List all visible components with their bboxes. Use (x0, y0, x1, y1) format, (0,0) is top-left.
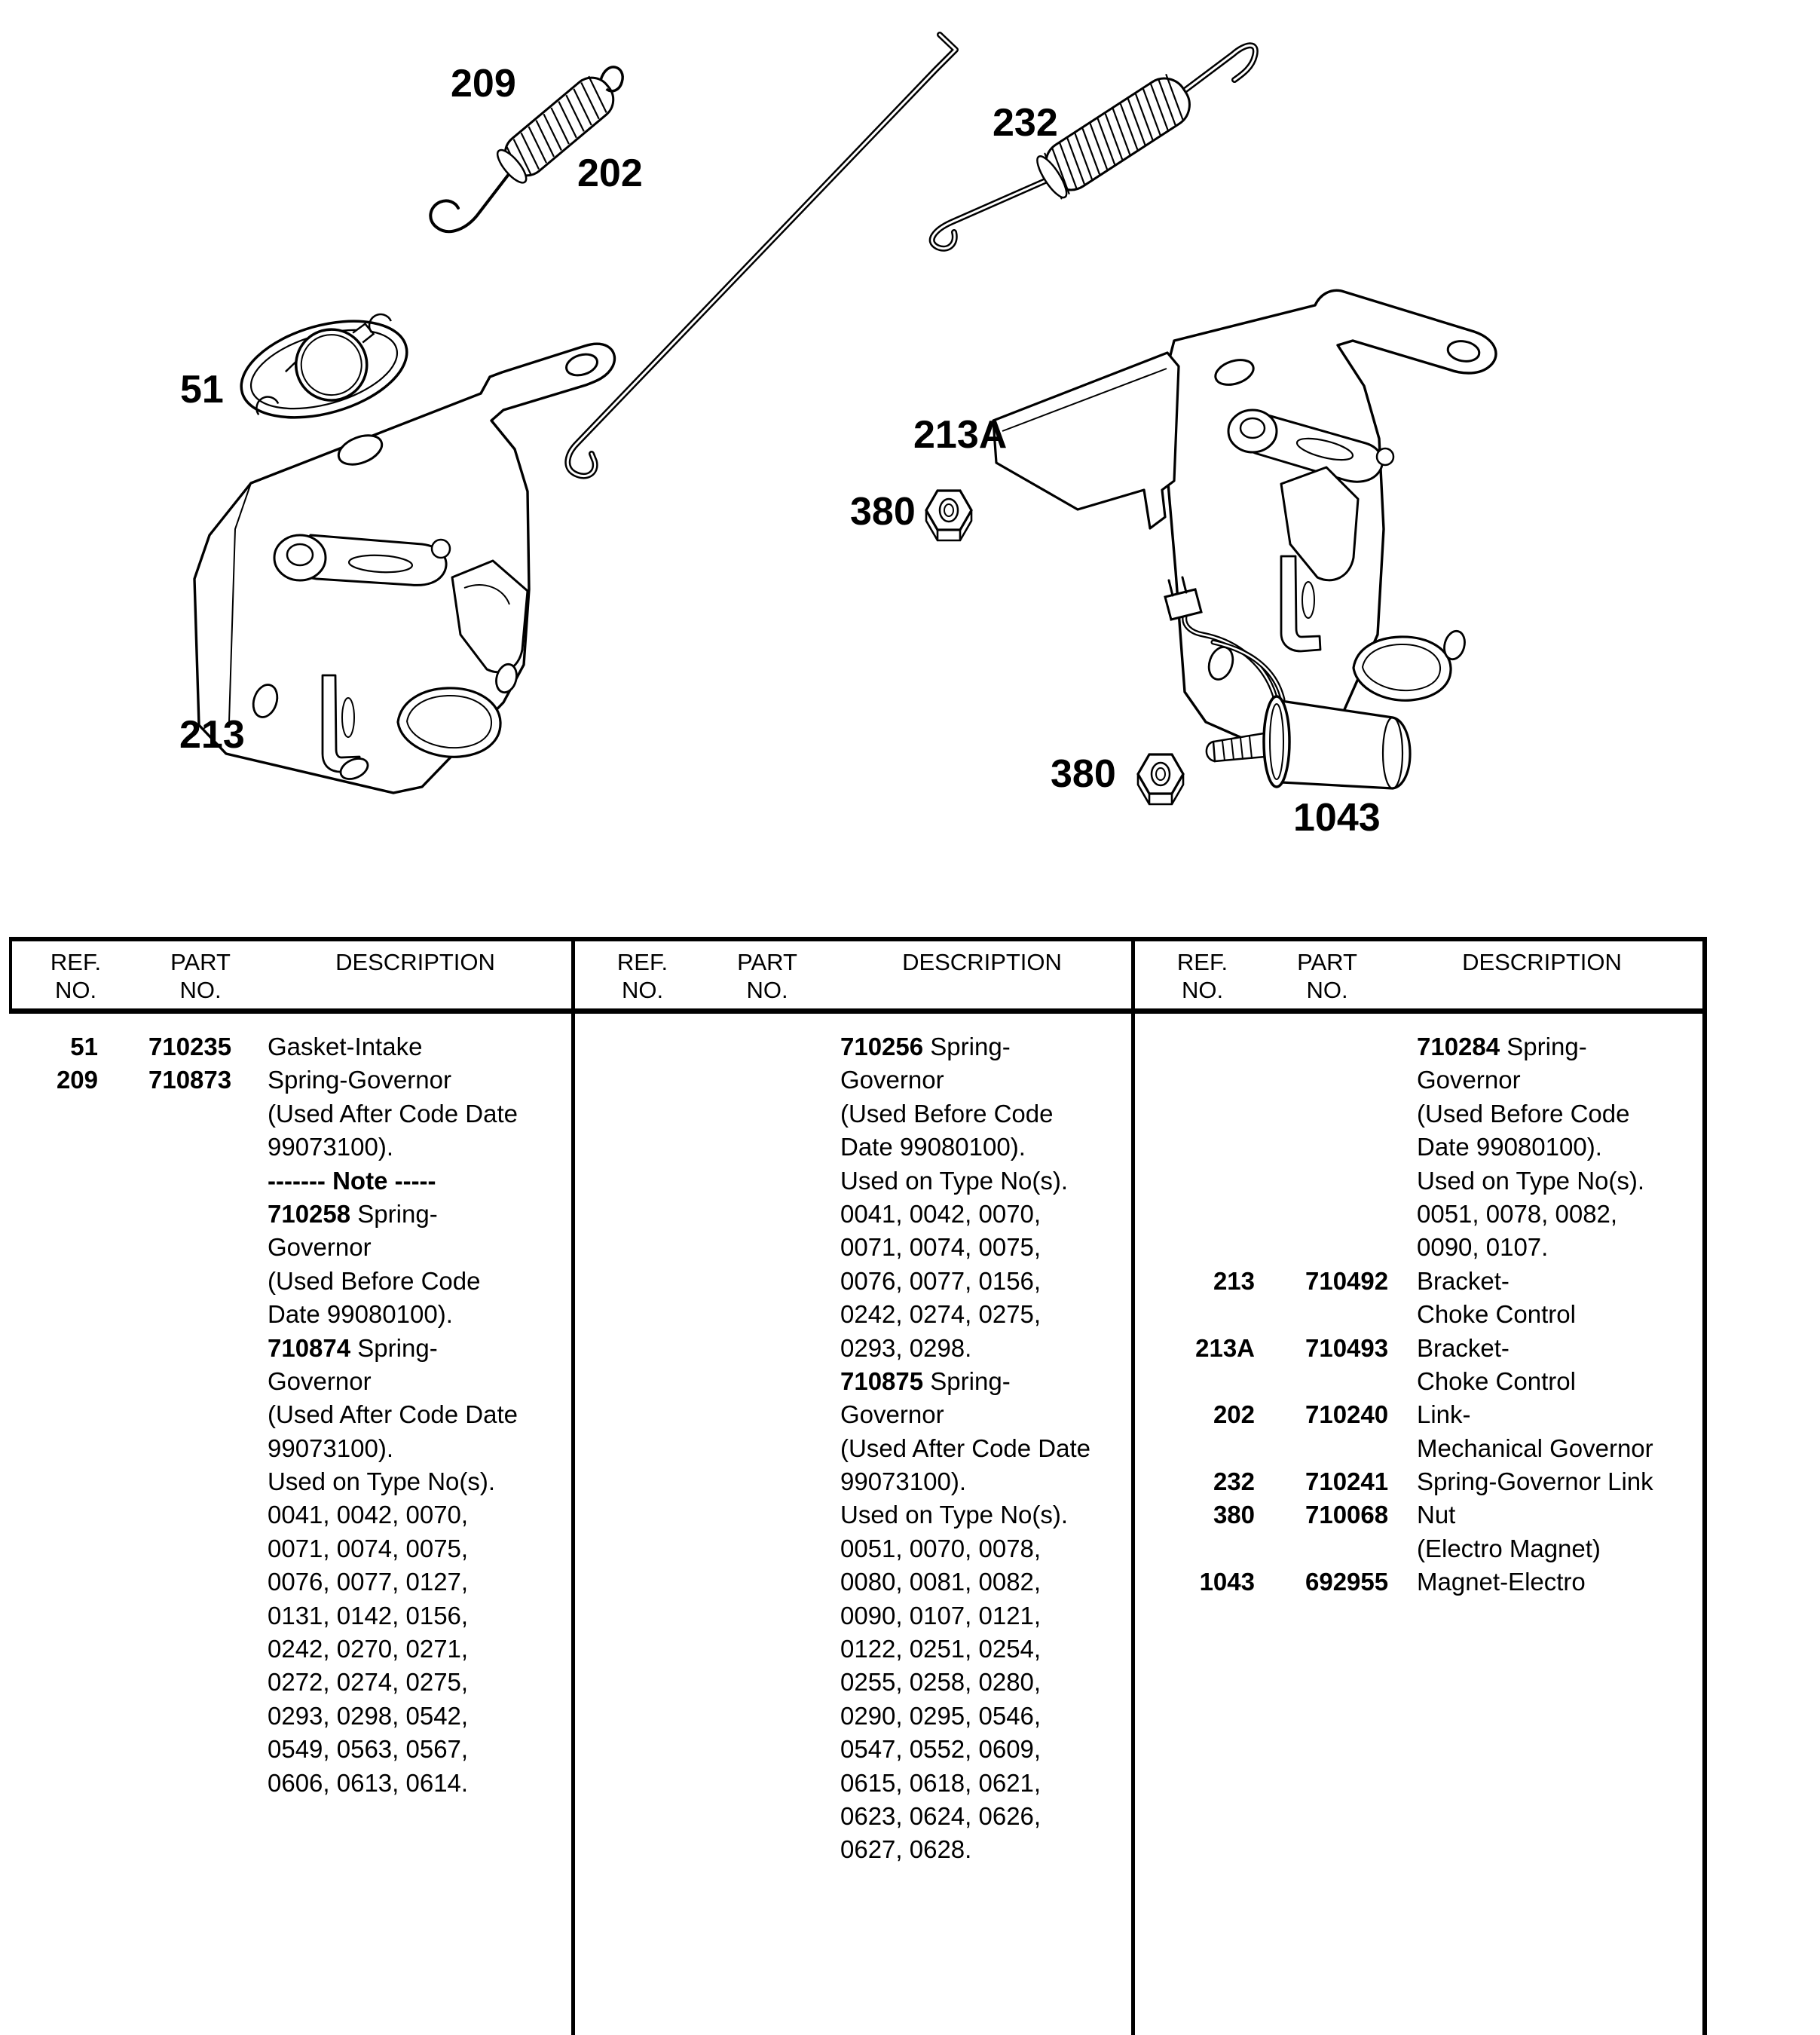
description-cell: 0255, 0258, 0280, (840, 1668, 1042, 1697)
table-line (576, 1164, 1131, 1198)
description-cell: 0242, 0274, 0275, (840, 1300, 1042, 1329)
description-cell: Used on Type No(s). (1417, 1166, 1645, 1195)
nut-380-upper-part (926, 491, 971, 540)
part-label-213: 213 (179, 713, 245, 757)
table-line (1136, 1498, 1702, 1532)
description-cell: 710258 Spring- (268, 1199, 438, 1228)
description-cell: 0080, 0081, 0082, (840, 1568, 1042, 1596)
table-right-border (1702, 937, 1707, 2035)
table-line (9, 1198, 571, 1231)
table-line (1136, 1097, 1702, 1131)
table-line (576, 1767, 1131, 1800)
table-line (9, 1030, 571, 1063)
description-cell: Governor (840, 1400, 944, 1429)
table-line (1136, 1231, 1702, 1264)
table-line (1136, 1365, 1702, 1398)
description-cell: Spring-Governor (268, 1066, 451, 1094)
description-cell: ------- Note ----- (268, 1166, 436, 1195)
description-cell: 0041, 0042, 0070, (268, 1501, 469, 1529)
part-no-cell: 710241 (1305, 1467, 1389, 1496)
table-line (9, 1164, 571, 1198)
description-cell: 0051, 0070, 0078, (840, 1534, 1042, 1562)
table-line (9, 1398, 571, 1431)
table-line (576, 1231, 1131, 1264)
table-line (576, 1131, 1131, 1164)
description-cell: 99073100). (840, 1467, 966, 1496)
description-cell: Date 99080100). (268, 1300, 453, 1329)
ref-no-cell: 232 (1213, 1467, 1255, 1496)
description-cell: Mechanical Governor (1417, 1434, 1653, 1462)
table-line (9, 1332, 571, 1365)
description-cell: Nut (1417, 1501, 1456, 1529)
description-cell: 99073100). (268, 1434, 393, 1462)
description-cell: 0131, 0142, 0156, (268, 1601, 469, 1630)
table-line (1136, 1532, 1702, 1565)
table-line (576, 1733, 1131, 1766)
nut-380-lower-part (1138, 754, 1183, 804)
ref-no-cell: 380 (1213, 1501, 1255, 1529)
table-line (1136, 1565, 1702, 1599)
table-line (9, 1599, 571, 1633)
header-ref: REF. NO. (50, 949, 102, 1003)
description-cell: 710874 Spring- (268, 1333, 438, 1362)
bracket-213A-part (993, 290, 1496, 761)
header-part: PART NO. (170, 949, 231, 1003)
header-part: PART NO. (1297, 949, 1357, 1003)
table-line (576, 1800, 1131, 1833)
parts-diagram (0, 0, 1820, 937)
table-line (9, 1365, 571, 1398)
part-label-202: 202 (577, 151, 643, 195)
table-line (9, 1733, 571, 1766)
table-line (576, 1265, 1131, 1298)
description-cell: (Used Before Code (268, 1266, 481, 1295)
description-cell: 0623, 0624, 0626, (840, 1801, 1042, 1830)
table-line (1136, 1198, 1702, 1231)
part-label-209: 209 (451, 62, 516, 106)
part-no-cell: 710068 (1305, 1501, 1389, 1529)
part-no-cell: 710235 (148, 1033, 232, 1060)
description-cell: 0090, 0107, 0121, (840, 1601, 1042, 1630)
description-cell: Governor (268, 1233, 372, 1262)
description-cell: 0293, 0298, 0542, (268, 1701, 469, 1730)
table-column-2 (576, 949, 1131, 1867)
description-cell: 0076, 0077, 0156, (840, 1266, 1042, 1295)
description-cell: Governor (840, 1066, 944, 1094)
spring-232-part (932, 45, 1256, 249)
description-cell: Date 99080100). (840, 1133, 1026, 1161)
table-line (9, 1700, 571, 1733)
part-no-cell: 710492 (1305, 1266, 1389, 1295)
description-cell: 0122, 0251, 0254, (840, 1635, 1042, 1663)
description-cell: 0290, 0295, 0546, (840, 1701, 1042, 1730)
table-line (9, 1565, 571, 1599)
description-cell: Used on Type No(s). (268, 1467, 496, 1496)
description-cell: 0606, 0613, 0614. (268, 1768, 469, 1797)
table-column-header (9, 946, 571, 1025)
table-line (576, 1097, 1131, 1131)
table-line (576, 1565, 1131, 1599)
table-line (1136, 1131, 1702, 1164)
ref-no-cell: 51 (70, 1033, 98, 1060)
table-line (576, 1666, 1131, 1699)
table-line (576, 1198, 1131, 1231)
ref-no-cell: 209 (56, 1066, 98, 1094)
part-no-cell: 710493 (1305, 1333, 1389, 1362)
table-line (576, 1599, 1131, 1633)
table-line (1136, 1063, 1702, 1097)
table-line (9, 1633, 571, 1666)
header-desc: DESCRIPTION (902, 949, 1062, 975)
description-cell: 99073100). (268, 1133, 393, 1161)
ref-no-cell: 213 (1213, 1266, 1255, 1295)
table-line (576, 1365, 1131, 1398)
description-cell: 710256 Spring- (840, 1033, 1011, 1060)
table-line (576, 1833, 1131, 1866)
table-column-1 (9, 949, 571, 1800)
part-label-1043: 1043 (1293, 796, 1381, 840)
gasket-51-part (230, 304, 418, 435)
table-line (1136, 1030, 1702, 1063)
header-desc: DESCRIPTION (335, 949, 495, 975)
table-column-3 (1136, 949, 1702, 1599)
description-cell: Used on Type No(s). (840, 1166, 1069, 1195)
table-line (1136, 1298, 1702, 1331)
link-202-part (567, 35, 956, 476)
description-cell: Spring-Governor Link (1417, 1467, 1653, 1496)
description-cell: 0547, 0552, 0609, (840, 1735, 1042, 1764)
table-line (1136, 1265, 1702, 1298)
table-column-header (576, 946, 1131, 1025)
ref-no-cell: 202 (1213, 1400, 1255, 1429)
part-label-51: 51 (180, 368, 224, 412)
table-line (9, 1666, 571, 1699)
part-no-cell: 692955 (1305, 1568, 1389, 1596)
table-line (576, 1398, 1131, 1431)
description-cell: (Used After Code Date (268, 1099, 518, 1128)
table-line (576, 1633, 1131, 1666)
table-line (9, 1231, 571, 1264)
table-line (576, 1532, 1131, 1565)
description-cell: 0615, 0618, 0621, (840, 1768, 1042, 1797)
description-cell: 0076, 0077, 0127, (268, 1568, 469, 1596)
table-line (576, 1465, 1131, 1498)
description-cell: Bracket- (1417, 1266, 1510, 1295)
description-cell: 0272, 0274, 0275, (268, 1668, 469, 1697)
table-line (1136, 1164, 1702, 1198)
table-line (1136, 1332, 1702, 1365)
part-no-cell: 710873 (148, 1066, 232, 1094)
description-cell: 0627, 0628. (840, 1835, 972, 1864)
description-cell: (Used Before Code (1417, 1099, 1630, 1128)
description-cell: Governor (1417, 1066, 1521, 1094)
description-cell: Choke Control (1417, 1300, 1576, 1329)
description-cell: 0071, 0074, 0075, (840, 1233, 1042, 1262)
description-cell: 0041, 0042, 0070, (840, 1199, 1042, 1228)
description-cell: 710875 Spring- (840, 1366, 1011, 1395)
table-top-border (9, 937, 1707, 941)
header-part: PART NO. (737, 949, 797, 1003)
table-line (576, 1332, 1131, 1365)
table-line (9, 1265, 571, 1298)
description-cell: 710284 Spring- (1417, 1033, 1587, 1060)
table-line (576, 1700, 1131, 1733)
description-cell: (Electro Magnet) (1417, 1534, 1601, 1562)
table-divider-1 (571, 937, 575, 2035)
table-line (9, 1767, 571, 1800)
table-line (576, 1063, 1131, 1097)
description-cell: Choke Control (1417, 1366, 1576, 1395)
description-cell: (Used After Code Date (268, 1400, 518, 1429)
description-cell: Gasket-Intake (268, 1033, 423, 1060)
table-line (576, 1030, 1131, 1063)
table-line (9, 1131, 571, 1164)
description-cell: 0549, 0563, 0567, (268, 1735, 469, 1764)
description-cell: (Used Before Code (840, 1099, 1054, 1128)
table-column-header (1136, 946, 1702, 1025)
part-label-380-lower: 380 (1051, 752, 1116, 796)
table-line (9, 1465, 571, 1498)
header-ref: REF. NO. (616, 949, 668, 1003)
header-ref: REF. NO. (1176, 949, 1228, 1003)
description-cell: Magnet-Electro (1417, 1568, 1586, 1596)
description-cell: 0071, 0074, 0075, (268, 1534, 469, 1562)
table-line (9, 1432, 571, 1465)
table-line (9, 1498, 571, 1532)
table-line (9, 1097, 571, 1131)
table-line (9, 1532, 571, 1565)
description-cell: Used on Type No(s). (840, 1501, 1069, 1529)
table-line (576, 1298, 1131, 1331)
description-cell: Governor (268, 1366, 372, 1395)
description-cell: 0090, 0107. (1417, 1233, 1549, 1262)
description-cell: Bracket- (1417, 1333, 1510, 1362)
part-no-cell: 710240 (1305, 1400, 1389, 1429)
description-cell: 0051, 0078, 0082, (1417, 1199, 1618, 1228)
table-line (9, 1063, 571, 1097)
table-line (1136, 1432, 1702, 1465)
table-line (576, 1498, 1131, 1532)
table-line (9, 1298, 571, 1331)
ref-no-cell: 1043 (1199, 1568, 1255, 1596)
description-cell: (Used After Code Date (840, 1434, 1090, 1462)
ref-no-cell: 213A (1195, 1333, 1255, 1362)
table-line (1136, 1465, 1702, 1498)
part-label-380-upper: 380 (850, 490, 916, 534)
table-line (1136, 1398, 1702, 1431)
header-desc: DESCRIPTION (1462, 949, 1622, 975)
table-line (576, 1432, 1131, 1465)
part-label-232: 232 (993, 101, 1058, 145)
part-label-213A: 213A (913, 413, 1008, 457)
table-divider-2 (1131, 937, 1135, 2035)
description-cell: 0242, 0270, 0271, (268, 1635, 469, 1663)
description-cell: Date 99080100). (1417, 1133, 1602, 1161)
description-cell: 0293, 0298. (840, 1333, 972, 1362)
description-cell: Link- (1417, 1400, 1471, 1429)
